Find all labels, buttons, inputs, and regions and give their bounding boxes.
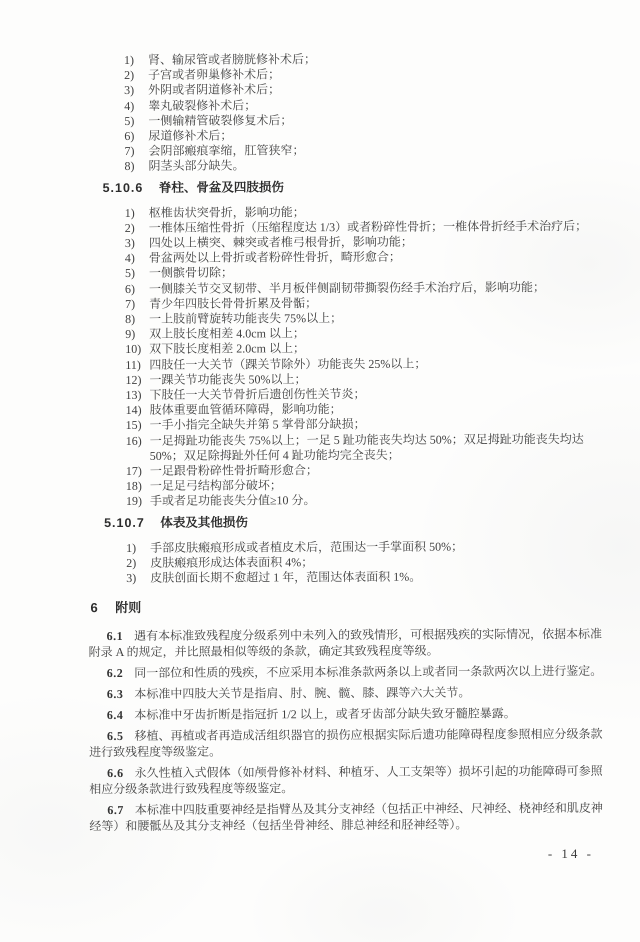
item-number: 6.7 [107, 803, 124, 818]
item-number: 4) [124, 251, 135, 266]
item-text: 同一部位和性质的残疾，不应采用本标准条款两条以上或者同一条款两次以上进行鉴定。 [134, 664, 603, 681]
item-text: 一侧输精管破裂修复术后； [148, 113, 293, 128]
item-text: 移植、再植或者再造成活组织器官的损伤应根据实际后遗功能障碍程度参照相应分级条款进行致残程度等级鉴定。 [89, 727, 603, 760]
item-number: 3) [126, 571, 137, 586]
item-number: 5) [124, 113, 135, 128]
item-number: 6) [124, 128, 135, 143]
item-text: 一足跟骨粉碎性骨折畸形愈合； [149, 463, 318, 478]
list-item [126, 492, 606, 509]
item-number: 19) [125, 494, 142, 509]
item-number: 12) [125, 372, 142, 387]
item-text: 骨盆两处以上骨折或者粉碎性骨折，畸形愈合； [148, 249, 401, 266]
item-text: 皮肤瘢痕形成达体表面积 4%； [150, 555, 314, 570]
item-text: 一踝关节功能丧失 50%以上； [149, 372, 307, 387]
item-number: 3) [124, 83, 135, 98]
page-number: - 14 - [547, 846, 594, 861]
section-title: 脊柱、骨盆及四肢损伤 [158, 179, 284, 195]
item-number: 11) [125, 357, 141, 372]
chapter-number: 6 [90, 600, 98, 616]
item-text: 本标准中四肢重要神经是指臂丛及其分支神经（包括正中神经、尺神经、桡神经和肌皮神经等）和腰骶丛及其分支神经（包括坐骨神经、腓总神经和胫神经等）。 [89, 801, 603, 834]
clause-item [89, 800, 607, 834]
item-number: 7) [124, 144, 135, 159]
clause-item [89, 763, 607, 797]
item-number: 14) [125, 403, 142, 418]
section-5-10-6-heading [103, 177, 605, 196]
item-number: 4) [124, 98, 135, 113]
chapter-title: 附则 [115, 600, 142, 616]
item-text: 尿道修补术后； [148, 128, 233, 143]
item-text: 一侧髌骨切除； [148, 265, 234, 281]
item-number: 7) [125, 296, 136, 311]
item-number: 17) [125, 463, 142, 479]
item-number: 6) [124, 281, 136, 296]
section-title: 体表及其他损伤 [160, 515, 248, 530]
item-text: 一足足弓结构部分破坏； [149, 478, 282, 494]
list-item [124, 157, 604, 174]
item-number: 1) [124, 205, 135, 220]
item-number: 16) [125, 433, 142, 448]
item-text: 本标准中四肢大关节是指肩、肘、腕、髋、膝、踝等六大关节。 [134, 685, 471, 702]
item-text: 肾、输尿管或者膀胱修补术后； [148, 52, 317, 67]
item-number: 10) [125, 342, 142, 357]
item-text: 子宫或者卵巢修补术后； [148, 67, 281, 83]
clause-item [89, 726, 607, 760]
item-text: 一上肢前臂旋转功能丧失 75%以上； [149, 311, 343, 326]
item-number: 9) [125, 327, 136, 342]
section-number: 5.10.7 [104, 515, 145, 530]
item-number: 2) [126, 555, 137, 570]
clause-item [89, 626, 607, 660]
item-number: 6.1 [106, 629, 124, 644]
clause-item [89, 684, 607, 702]
item-number: 5) [124, 266, 135, 281]
item-number: 6.3 [106, 687, 124, 702]
item-number: 8) [124, 159, 135, 174]
item-text: 一足拇趾功能丧失 75%以上；一足 5 趾功能丧失均达 50%；双足拇趾功能丧失均达 50%；双足除拇趾外任何 4 趾功能均完全丧失； [149, 431, 584, 463]
item-text: 枢椎齿状突骨折，影响功能； [148, 204, 305, 220]
item-number: 6.2 [106, 666, 124, 681]
intro-list [124, 51, 605, 175]
item-text: 手部皮肤瘢痕形成或者植皮术后，范围达一手掌面积 50%； [150, 539, 464, 555]
section-5-10-7-list [126, 539, 606, 587]
item-text: 四处以上横突、棘突或者椎弓根骨折，影响功能； [148, 234, 413, 250]
item-number: 3) [124, 235, 135, 250]
item-text: 四肢任一大关节（踝关节除外）功能丧失 25%以上； [149, 356, 427, 372]
list-item [126, 569, 606, 586]
item-number: 6.4 [106, 708, 124, 723]
item-text: 遇有本标准致残程度分级系列中未列入的致残情形，可根据残疾的实际情况，依据本标准附录 A 的规定，并比照最相似等级的条款，确定其致残程度等级。 [88, 627, 603, 660]
item-text: 会阴部瘢痕挛缩，肛管狭窄； [148, 143, 305, 159]
list-item [126, 432, 606, 465]
item-text: 青少年四肢长骨骨折累及骨骺； [149, 295, 318, 311]
document-content [86, 51, 607, 840]
item-number: 1) [124, 52, 135, 67]
item-text: 永久性植入式假体（如颅骨修补材料、种植牙、人工支架等）损坏引起的功能障碍可参照相应分级条款进行致残程度等级鉴定。 [89, 764, 603, 797]
item-text: 肢体重要血管循环障碍，影响功能； [149, 402, 342, 418]
item-text: 本标准中牙齿折断是指冠折 1/2 以上，或者牙齿部分缺失致牙髓腔暴露。 [134, 706, 516, 723]
item-text: 一手小指完全缺失并第 5 掌骨部分缺损； [149, 417, 366, 433]
item-number: 2) [124, 68, 135, 83]
item-number: 6.6 [107, 766, 124, 781]
item-number: 2) [124, 220, 135, 235]
chapter-6-clauses [89, 626, 608, 834]
item-number: 13) [125, 387, 142, 403]
item-text: 外阴或者阴道修补术后； [148, 82, 281, 98]
item-text: 手或者足功能丧失分值≥10 分。 [149, 493, 316, 509]
item-text: 阴茎头部分缺失。 [148, 158, 245, 174]
item-text: 一椎体压缩性骨折（压缩程度达 1/3）或者粉碎性骨折；一椎体骨折经手术治疗后； [148, 218, 588, 235]
item-number: 6.5 [106, 729, 124, 744]
section-number: 5.10.6 [102, 180, 144, 195]
chapter-6-heading [90, 597, 606, 617]
item-text: 双下肢长度相差 2.0cm 以上； [149, 341, 305, 357]
item-text: 一侧膝关节交叉韧带、半月板伴侧副韧带撕裂伤经手术治疗后，影响功能； [148, 279, 546, 296]
item-text: 下肢任一大关节骨折后遗创伤性关节炎； [149, 386, 366, 402]
clause-item [89, 663, 607, 681]
item-text: 双上肢长度相差 4.0cm 以上； [149, 326, 305, 342]
item-number: 1) [126, 540, 137, 555]
item-number: 8) [125, 311, 136, 327]
item-text: 皮肤创面长期不愈超过 1 年，范围达体表面积 1%。 [150, 569, 422, 585]
item-number: 15) [125, 418, 142, 433]
section-5-10-6-list [125, 203, 606, 509]
section-5-10-7-heading [104, 513, 606, 532]
item-number: 18) [125, 479, 142, 494]
item-text: 睾丸破裂修补术后； [148, 97, 257, 113]
clause-item [89, 705, 607, 723]
